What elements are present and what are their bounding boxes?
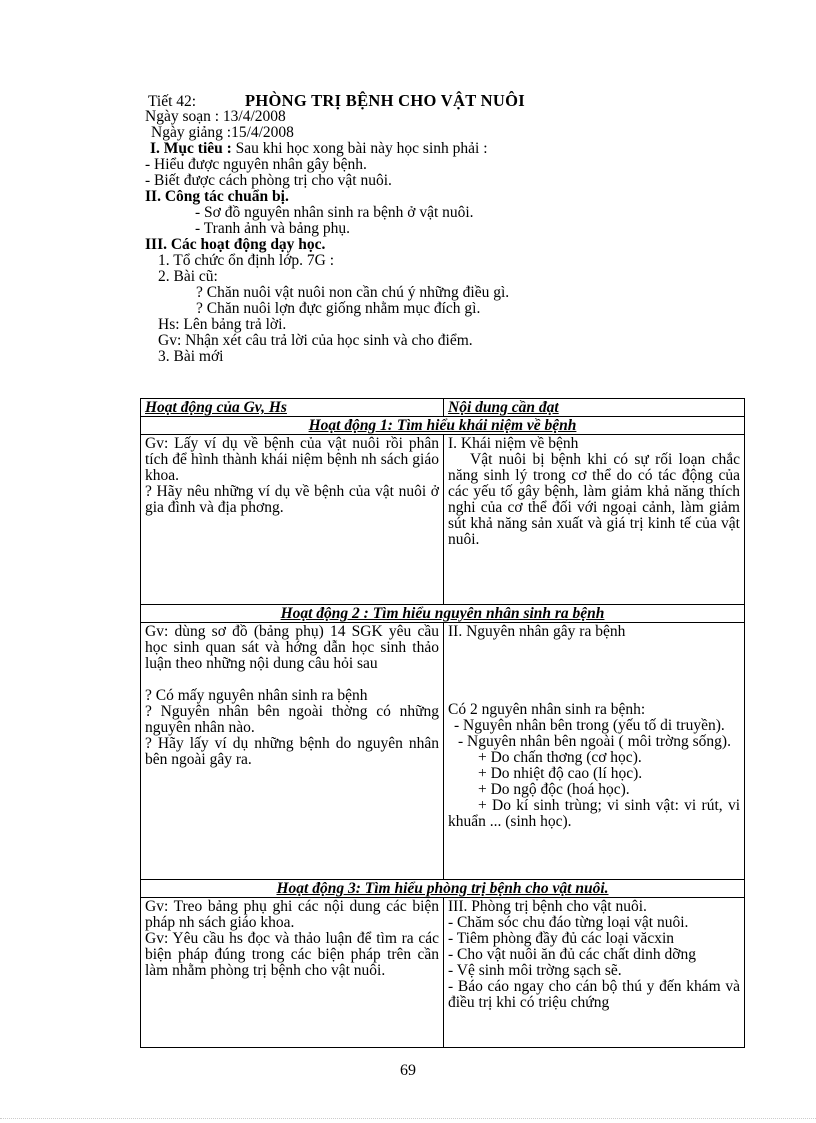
section-heading-row	[141, 605, 745, 623]
cell-text: + Do chấn thơng (cơ học).	[478, 749, 642, 766]
cell-text: ? Hãy nêu những ví dụ về bệnh của vật nuôi ở gia đình và địa phơng.	[145, 483, 439, 516]
step-1: 1. Tổ chức ổn định lớp. 7G :	[158, 252, 335, 269]
step-2: 2. Bài cũ:	[158, 268, 218, 285]
section-heading-row	[141, 417, 745, 435]
activities-heading: III. Các hoạt động dạy học.	[145, 236, 326, 253]
teach-date: Ngày giảng :15/4/2008	[151, 124, 294, 141]
activities-table	[140, 398, 745, 1048]
cell-text: Gv: dùng sơ đồ (bảng phụ) 14 SGK yêu cầu học sinh quan sát và hớng dẫn học sinh thảo luận theo những nội dung câu hỏi sau	[145, 623, 439, 672]
content-cell	[444, 898, 745, 1048]
cell-text: Gv: Yêu cầu hs đọc và thảo luận để tìm ra các biện pháp đúng trong các biện pháp trên cần làm nhằm phòng trị bệnh cho vật nuôi.	[145, 930, 439, 979]
cell-text: - Báo cáo ngay cho cán bộ thú y đến khám và điều trị khi có triệu chứng	[448, 978, 740, 1011]
objective-label: I. Mục tiêu :	[150, 140, 232, 157]
lesson-number: Tiết 42:	[148, 93, 197, 110]
prep-item: - Sơ đồ nguyên nhân sinh ra bệnh ở vật nuôi.	[195, 204, 474, 221]
cell-text: - Nguyên nhân bên ngoài ( môi trờng sống).	[458, 733, 731, 750]
section-heading: Hoạt động 2 : Tìm hiểu nguyên nhân sinh ra bệnh	[141, 605, 745, 623]
step-3: 3. Bài mới	[158, 348, 224, 365]
table-header-row	[141, 399, 745, 417]
cell-text: Gv: Treo bảng phụ ghi các nội dung các biện pháp nh sách giáo khoa.	[145, 898, 439, 931]
objective-item: - Hiểu được nguyên nhân gây bệnh.	[145, 156, 367, 173]
table-row	[141, 898, 745, 1048]
cell-text: + Do ngộ độc (hoá học).	[478, 781, 630, 798]
teacher-activity-cell	[141, 623, 444, 880]
cell-text: - Nguyên nhân bên trong (yếu tố di truyền).	[454, 717, 725, 734]
cell-text: Vật nuôi bị bệnh khi có sự rối loạn chắc năng sinh lý trong cơ thể do có tác động của các yếu tố gây bệnh, làm giảm khả năng thích nghi của cơ thể đối với ngoại cảnh, làm giảm sút khả năng sản xuất và giá trị kinh tế của vật nuôi.	[448, 451, 740, 548]
cell-text: - Vệ sinh môi trờng sạch sẽ.	[448, 962, 622, 979]
content-cell	[444, 435, 745, 605]
page-title: PHÒNG TRỊ BỆNH CHO VẬT NUÔI	[245, 91, 525, 110]
table-row	[141, 435, 745, 605]
col-header-left: Hoạt động của Gv, Hs	[141, 399, 444, 417]
table-row	[141, 623, 745, 880]
content-cell	[444, 623, 745, 880]
prep-date: Ngày soạn : 13/4/2008	[145, 108, 286, 125]
cell-text: - Cho vật nuôi ăn đủ các chất dinh dỡng	[448, 946, 696, 963]
cell-text: + Do nhiệt độ cao (lí học).	[478, 765, 643, 782]
prep-item: - Tranh ảnh và bảng phụ.	[195, 220, 350, 237]
section-heading: Hoạt động 1: Tìm hiểu khái niệm về bệnh	[141, 417, 745, 435]
objective-text: Sau khi học xong bài này học sinh phải :	[231, 140, 488, 157]
cell-text: - Tiêm phòng đầy đủ các loại văcxin	[448, 930, 674, 947]
gv-line: Gv: Nhận xét câu trả lời của học sinh và cho điểm.	[158, 332, 473, 349]
page-footer-divider	[0, 1118, 816, 1119]
cell-text: + Do kí sinh trùng; vi sinh vật: vi rút, vi khuẩn ... (sinh học).	[448, 797, 740, 830]
cell-text: ? Có mấy nguyên nhân sinh ra bệnh	[145, 687, 368, 704]
cell-text: Gv: Lấy ví dụ về bệnh của vật nuôi rồi phân tích để hình thành khái niệm bệnh nh sách giáo khoa.	[145, 435, 439, 484]
teacher-activity-cell	[141, 898, 444, 1048]
cell-text: ? Hãy lấy ví dụ những bệnh do nguyên nhân bên ngoài gây ra.	[145, 735, 439, 768]
cell-title: II. Nguyên nhân gây ra bệnh	[448, 623, 626, 640]
section-heading: Hoạt động 3: Tìm hiểu phòng trị bệnh cho vật nuôi.	[141, 880, 745, 898]
page-number: 69	[400, 1062, 416, 1079]
cell-title: III. Phòng trị bệnh cho vật nuôi.	[448, 898, 647, 915]
review-question: ? Chăn nuôi vật nuôi non cần chú ý những điều gì.	[196, 284, 510, 301]
section-heading-row	[141, 880, 745, 898]
cell-text: - Chăm sóc chu đáo từng loại vật nuôi.	[448, 914, 689, 931]
review-question: ? Chăn nuôi lợn đực giống nhằm mục đích gì.	[196, 300, 481, 317]
col-header-right: Nội dung cần đạt	[444, 399, 745, 417]
teacher-activity-cell	[141, 435, 444, 605]
prep-heading: II. Công tác chuẩn bị.	[145, 188, 289, 205]
objective-item: - Biết được cách phòng trị cho vật nuôi.	[145, 172, 392, 189]
lesson-header	[145, 91, 705, 365]
hs-line: Hs: Lên bảng trả lời.	[158, 316, 287, 333]
cell-text: ? Nguyên nhân bên ngoài thờng có những nguyên nhân nào.	[145, 703, 439, 736]
cell-title: I. Khái niệm về bệnh	[448, 435, 579, 452]
objective-line	[145, 141, 705, 157]
cell-text: Có 2 nguyên nhân sinh ra bệnh:	[448, 701, 646, 718]
